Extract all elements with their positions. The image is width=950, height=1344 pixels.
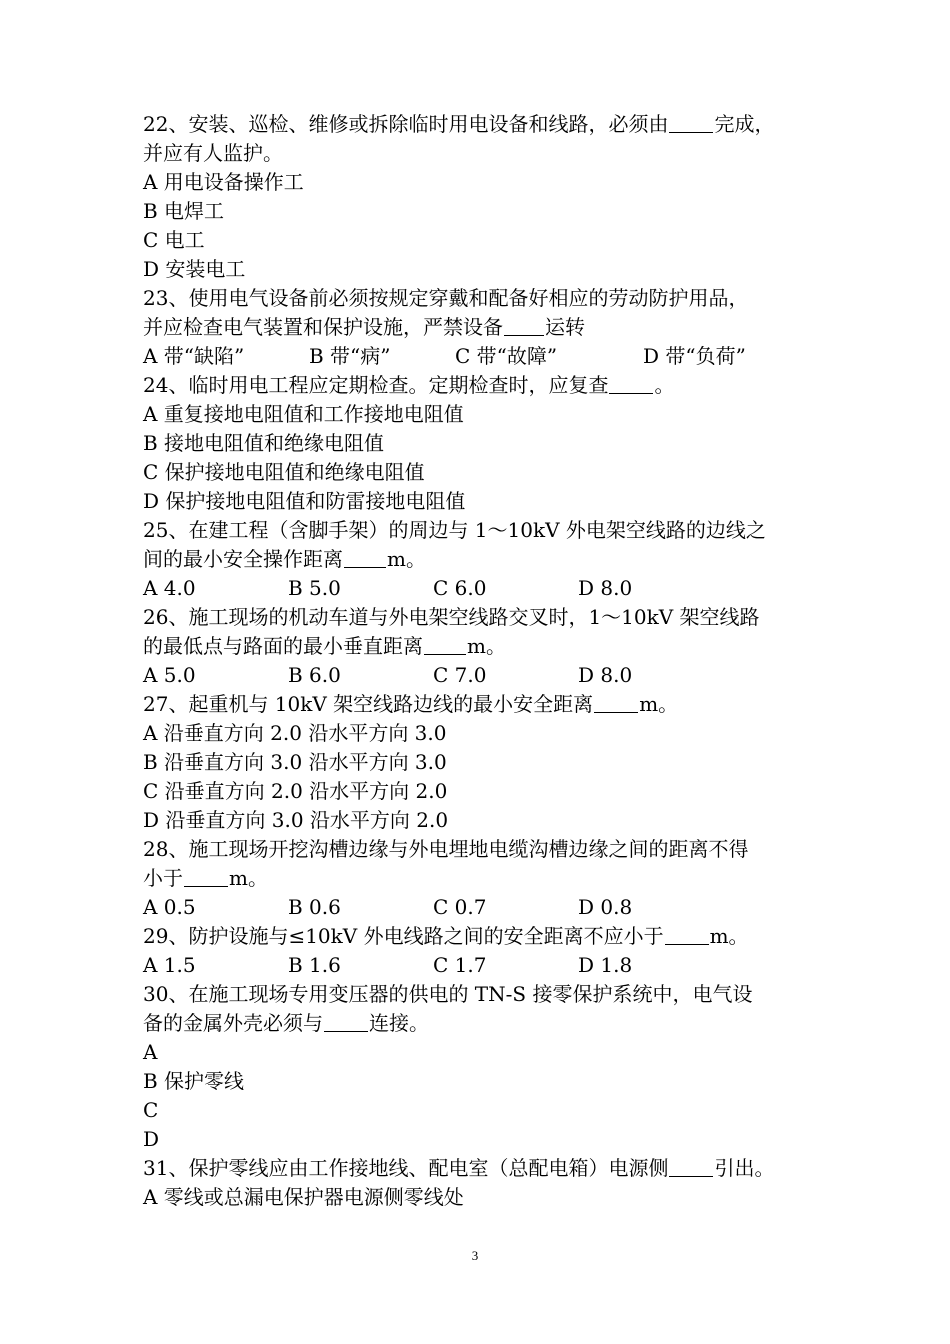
q22-option-c: C 电工 [143, 228, 205, 252]
q29-option-a: A 1.5 [143, 953, 196, 977]
q28-options [143, 893, 813, 922]
q27-line-1: 27、起重机与 10kV 架空线路边线的最小安全距离 m。 [143, 692, 679, 716]
q28-option-a: A 0.5 [143, 895, 196, 919]
q22-option-b: B 电焊工 [143, 199, 225, 223]
q28-option-c: C 0.7 [433, 895, 487, 919]
q26-option-b: B 6.0 [288, 663, 341, 687]
q26-options [143, 661, 813, 690]
q29-option-b: B 1.6 [288, 953, 341, 977]
q30-option-c: C [143, 1098, 159, 1122]
q29-options [143, 951, 813, 980]
answer-blank [669, 1156, 713, 1177]
q27-option-a: A 沿垂直方向 2.0 沿水平方向 3.0 [143, 721, 447, 745]
q24-option-b: B 接地电阻值和绝缘电阻值 [143, 431, 385, 455]
q28-option-d: D 0.8 [578, 895, 633, 919]
q28-line-1: 28、施工现场开挖沟槽边缘与外电埋地电缆沟槽边缘之间的距离不得 [143, 837, 749, 861]
q26-option-a: A 5.0 [143, 663, 196, 687]
answer-blank [324, 1011, 368, 1032]
answer-blank [669, 112, 713, 133]
q23-options [143, 342, 813, 371]
q24-line-1: 24、临时用电工程应定期检查。定期检查时，应复查 。 [143, 373, 675, 397]
q30-option-d: D [143, 1127, 160, 1151]
q24-option-d: D 保护接地电阻值和防雷接地电阻值 [143, 489, 466, 513]
q23-line-2: 并应检查电气装置和保护设施，严禁设备 运转 [143, 315, 585, 339]
q31-line-1: 31、保护零线应由工作接地线、配电室（总配电箱）电源侧 引出。 [143, 1156, 775, 1180]
q24-option-a: A 重复接地电阻值和工作接地电阻值 [143, 402, 464, 426]
q23-option-d: D 带“负荷” [643, 344, 746, 368]
answer-blank [594, 692, 638, 713]
q28-option-b: B 0.6 [288, 895, 341, 919]
q22-line-2: 并应有人监护。 [143, 141, 283, 165]
question-list [143, 110, 813, 1212]
q30-line-2: 备的金属外壳必须与 连接。 [143, 1011, 429, 1035]
answer-blank [344, 547, 386, 568]
q23-option-c: C 带“故障” [455, 344, 558, 368]
q26-line-1: 26、施工现场的机动车道与外电架空线路交叉时，1～10kV 架空线路 [143, 605, 760, 629]
q22-option-a: A 用电设备操作工 [143, 170, 304, 194]
q26-option-d: D 8.0 [578, 663, 633, 687]
q25-option-a: A 4.0 [143, 576, 196, 600]
q30-option-b: B 保护零线 [143, 1069, 245, 1093]
q30-option-a: A [143, 1040, 158, 1064]
q25-options [143, 574, 813, 603]
q29-option-d: D 1.8 [578, 953, 633, 977]
q29-option-c: C 1.7 [433, 953, 487, 977]
q27-option-b: B 沿垂直方向 3.0 沿水平方向 3.0 [143, 750, 447, 774]
answer-blank [504, 315, 544, 336]
answer-blank [424, 634, 466, 655]
q29-line-1: 29、防护设施与≤10kV 外电线路之间的安全距离不应小于 m。 [143, 924, 749, 948]
q27-option-d: D 沿垂直方向 3.0 沿水平方向 2.0 [143, 808, 449, 832]
q31-option-a: A 零线或总漏电保护器电源侧零线处 [143, 1185, 464, 1209]
q25-option-d: D 8.0 [578, 576, 633, 600]
q22-line-1: 22、安装、巡检、维修或拆除临时用电设备和线路，必须由 完成， [143, 112, 775, 136]
answer-blank [184, 866, 228, 887]
answer-blank [609, 373, 653, 394]
q25-line-2: 间的最小安全操作距离 m。 [143, 547, 426, 571]
q23-option-a: A 带“缺陷” [143, 344, 245, 368]
q23-option-b: B 带“病” [309, 344, 391, 368]
answer-blank [665, 924, 709, 945]
q30-line-1: 30、在施工现场专用变压器的供电的 TN-S 接零保护系统中，电气设 [143, 982, 753, 1006]
q24-option-c: C 保护接地电阻值和绝缘电阻值 [143, 460, 425, 484]
q23-line-1: 23、使用电气设备前必须按规定穿戴和配备好相应的劳动防护用品， [143, 286, 749, 310]
q26-line-2: 的最低点与路面的最小垂直距离 m。 [143, 634, 506, 658]
q28-line-2: 小于 m。 [143, 866, 268, 890]
q25-line-1: 25、在建工程（含脚手架）的周边与 1～10kV 外电架空线路的边线之 [143, 518, 766, 542]
q27-option-c: C 沿垂直方向 2.0 沿水平方向 2.0 [143, 779, 448, 803]
page-number: 3 [471, 1248, 479, 1263]
q26-option-c: C 7.0 [433, 663, 487, 687]
q22-option-d: D 安装电工 [143, 257, 246, 281]
q25-option-b: B 5.0 [288, 576, 341, 600]
q25-option-c: C 6.0 [433, 576, 487, 600]
